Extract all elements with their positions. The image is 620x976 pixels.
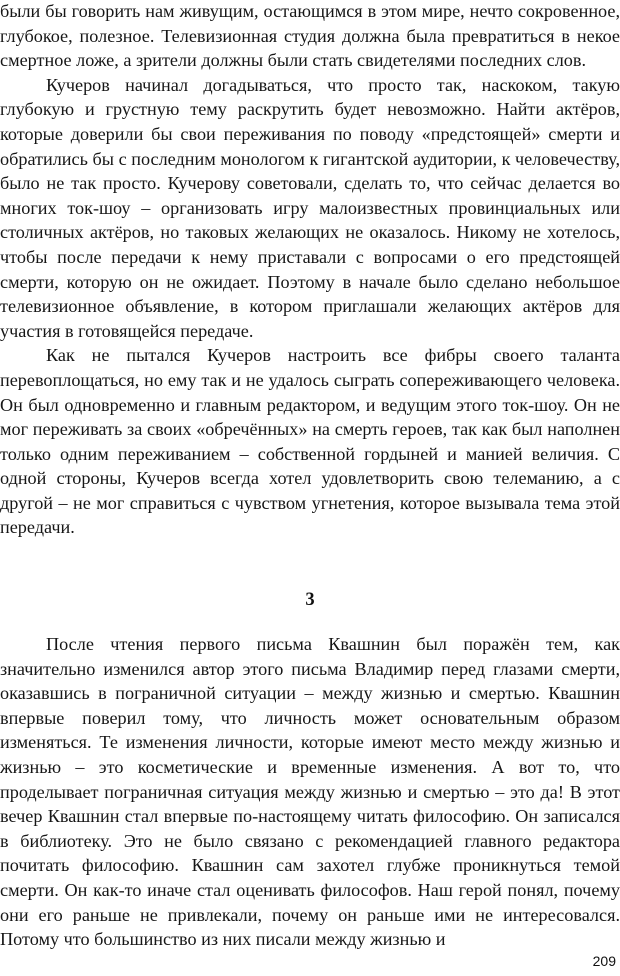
paragraph: После чтения первого письма Квашнин был поражён тем, как значительно изменился автор этого письма Владимир перед глазами смерти, оказавшись в пограничной ситуации – между жизнью и смертью. Квашнин впервые поверил тому, что личность может основательным образом изменяться. Те изменения личности, которые имеют место между жизнью и жизнью – это косметические и временные изменения. А вот то, что проделывает пограничная ситуация между жизнью и смертью – это да! В этот вечер Квашнин стал впервые по-настоящему читать философию. Он записался в библиотеку. Это не было связано с рекомендацией главного редактора почитать философию. Квашнин сам захотел глубже проникнуться темой смерти. Он как-то иначе стал оценивать философов. Наш герой понял, почему они его раньше не привлекали, почему он раньше ими не интересовался. Потому что большинство из них писали между жизнью и [0,634,620,950]
chapter-number: 3 [305,590,315,610]
paragraph: Как не пытался Кучеров настроить все фибры своего таланта перевоплощаться, но ему так и не удалось сыграть сопереживающего человека. Он был одновременно и главным редактором, и ведущим этого ток-шоу. Он не мог переживать за своих «обречённых» на смерть героев, так как был наполнен только одним переживанием – собственной гордыней и манией величия. С одной стороны, Кучеров всегда хотел удовлетворить свою телеманию, а с другой – не мог справиться с чувством угнетения, которое вызывала тема этой передачи. [0,345,620,538]
body-text-bottom [0,632,620,952]
paragraph-continued: были бы говорить нам живущим, остающимся в этом мире, нечто сокровенное, глубокое, полезное. Телевизионная студия должна была превратиться в некое смертное ложе, а зрители должны были стать свидетелями последних слов. [0,1,620,71]
page-number: 209 [592,953,616,969]
paragraph: Кучеров начинал догадываться, что просто так, наскоком, такую глубокую и грустную тему раскрутить будет невозможно. Найти актёров, которые доверили бы свои переживания по поводу «предстоящей» смерти и обратились бы с последним монологом к гигантской аудитории, к человечеству, было не так просто. Кучерову советовали, сделать то, что сейчас делается во многих ток-шоу – организовать игру малоизвестных провинциальных или столичных актёров, но таковых желающих не оказалось. Никому не хотелось, чтобы после передачи к нему приставали с вопросами о его предстоящей смерти, которую он не ожидает. Поэтому в начале было сделано небольшое телевизионное объявление, в котором приглашали желающих актёров для участия в готовящейся передаче. [0,74,620,341]
